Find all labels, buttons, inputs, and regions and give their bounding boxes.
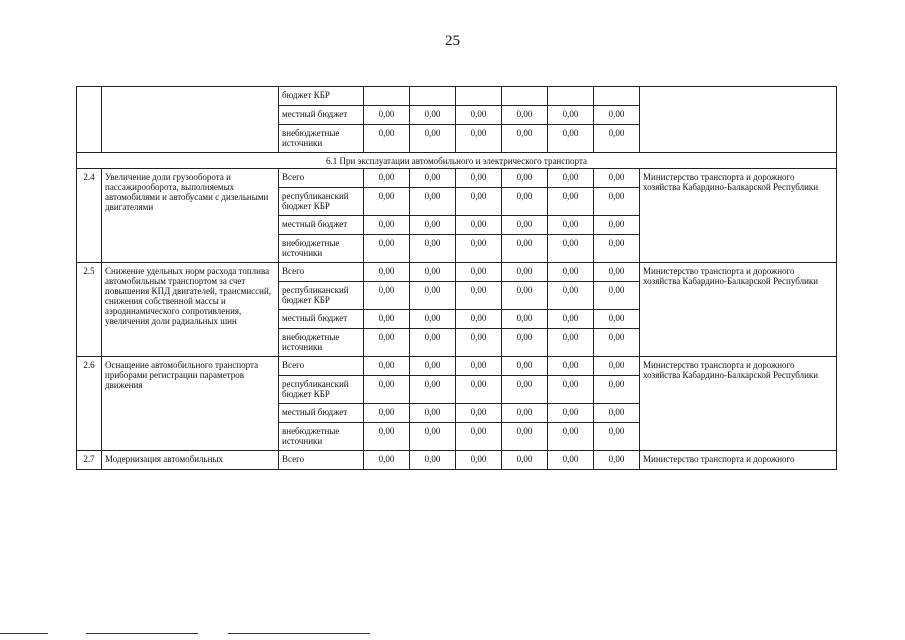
value-cell: 0,00 xyxy=(410,357,456,376)
value-cell: 0,00 xyxy=(548,106,594,125)
funding-source-cell: внебюджетные источники xyxy=(279,125,364,153)
value-cell: 0,00 xyxy=(410,235,456,263)
value-cell: 0,00 xyxy=(364,216,410,235)
value-cell: 0,00 xyxy=(594,357,640,376)
measure-number: 2.4 xyxy=(77,169,102,263)
value-cell xyxy=(364,87,410,106)
value-cell: 0,00 xyxy=(410,169,456,188)
value-cell: 0,00 xyxy=(594,282,640,310)
measure-title: Снижение удельных норм расхода топлива автомобильным транспортом за счет повышения КПД двигателей, трансмиссий, снижения собственной массы и аэродинамического сопротивления, увеличения доли радиальных шин xyxy=(102,263,279,357)
value-cell xyxy=(594,87,640,106)
footer-rule-right xyxy=(228,633,370,634)
executor-cell: Министерство транспорта и дорожного хозяйства Кабардино-Балкарской Республики xyxy=(640,169,837,263)
value-cell: 0,00 xyxy=(548,169,594,188)
program-measures-table xyxy=(76,86,837,470)
funding-source-cell: местный бюджет xyxy=(279,106,364,125)
table-row xyxy=(77,87,837,106)
value-cell: 0,00 xyxy=(594,106,640,125)
funding-source-cell: Всего xyxy=(279,169,364,188)
table-row xyxy=(77,357,837,376)
value-cell: 0,00 xyxy=(502,357,548,376)
value-cell: 0,00 xyxy=(364,282,410,310)
value-cell: 0,00 xyxy=(364,125,410,153)
value-cell: 0,00 xyxy=(410,106,456,125)
value-cell: 0,00 xyxy=(548,376,594,404)
page-number: 25 xyxy=(445,33,460,49)
value-cell: 0,00 xyxy=(594,235,640,263)
value-cell: 0,00 xyxy=(456,329,502,357)
funding-source-cell: Всего xyxy=(279,357,364,376)
value-cell: 0,00 xyxy=(548,216,594,235)
value-cell: 0,00 xyxy=(410,216,456,235)
funding-source-cell: бюджет КБР xyxy=(279,87,364,106)
funding-source-cell: внебюджетные источники xyxy=(279,329,364,357)
value-cell: 0,00 xyxy=(548,263,594,282)
measure-number: 2.6 xyxy=(77,357,102,451)
value-cell: 0,00 xyxy=(548,451,594,470)
measure-title-cell xyxy=(102,87,279,153)
value-cell: 0,00 xyxy=(456,169,502,188)
value-cell: 0,00 xyxy=(456,216,502,235)
executor-cell xyxy=(640,87,837,153)
value-cell: 0,00 xyxy=(410,188,456,216)
section-heading-row xyxy=(77,153,837,169)
value-cell: 0,00 xyxy=(364,451,410,470)
value-cell: 0,00 xyxy=(364,263,410,282)
value-cell: 0,00 xyxy=(502,404,548,423)
table-row xyxy=(77,451,837,470)
value-cell: 0,00 xyxy=(456,310,502,329)
value-cell: 0,00 xyxy=(594,329,640,357)
value-cell xyxy=(456,87,502,106)
value-cell: 0,00 xyxy=(548,404,594,423)
funding-source-cell: местный бюджет xyxy=(279,310,364,329)
value-cell: 0,00 xyxy=(410,423,456,451)
value-cell: 0,00 xyxy=(456,263,502,282)
value-cell xyxy=(502,87,548,106)
value-cell: 0,00 xyxy=(364,404,410,423)
value-cell: 0,00 xyxy=(410,125,456,153)
value-cell: 0,00 xyxy=(410,310,456,329)
value-cell: 0,00 xyxy=(456,188,502,216)
value-cell: 0,00 xyxy=(364,106,410,125)
executor-cell: Министерство транспорта и дорожного хозяйства Кабардино-Балкарской Республики xyxy=(640,263,837,357)
value-cell: 0,00 xyxy=(364,235,410,263)
value-cell: 0,00 xyxy=(502,376,548,404)
value-cell: 0,00 xyxy=(594,451,640,470)
value-cell: 0,00 xyxy=(548,282,594,310)
value-cell: 0,00 xyxy=(594,376,640,404)
executor-cell: Министерство транспорта и дорожного хозяйства Кабардино-Балкарской Республики xyxy=(640,357,837,451)
value-cell: 0,00 xyxy=(364,376,410,404)
value-cell: 0,00 xyxy=(456,125,502,153)
value-cell: 0,00 xyxy=(456,376,502,404)
value-cell: 0,00 xyxy=(502,216,548,235)
value-cell: 0,00 xyxy=(456,357,502,376)
value-cell: 0,00 xyxy=(502,310,548,329)
value-cell: 0,00 xyxy=(364,423,410,451)
value-cell: 0,00 xyxy=(502,188,548,216)
value-cell: 0,00 xyxy=(456,282,502,310)
table-row xyxy=(77,263,837,282)
footer-rule-left xyxy=(0,633,48,634)
value-cell: 0,00 xyxy=(502,451,548,470)
value-cell: 0,00 xyxy=(456,235,502,263)
value-cell: 0,00 xyxy=(502,235,548,263)
value-cell: 0,00 xyxy=(456,451,502,470)
value-cell: 0,00 xyxy=(548,188,594,216)
value-cell: 0,00 xyxy=(364,310,410,329)
funding-source-cell: местный бюджет xyxy=(279,216,364,235)
funding-source-cell: республиканский бюджет КБР xyxy=(279,188,364,216)
funding-source-cell: республиканский бюджет КБР xyxy=(279,282,364,310)
value-cell: 0,00 xyxy=(548,125,594,153)
value-cell: 0,00 xyxy=(456,106,502,125)
value-cell: 0,00 xyxy=(594,125,640,153)
table-body xyxy=(77,87,837,470)
value-cell: 0,00 xyxy=(548,357,594,376)
value-cell xyxy=(548,87,594,106)
value-cell: 0,00 xyxy=(502,106,548,125)
value-cell: 0,00 xyxy=(502,423,548,451)
measure-number-cell xyxy=(77,87,102,153)
value-cell: 0,00 xyxy=(594,169,640,188)
value-cell: 0,00 xyxy=(548,329,594,357)
value-cell: 0,00 xyxy=(594,310,640,329)
table-row xyxy=(77,169,837,188)
value-cell: 0,00 xyxy=(594,188,640,216)
section-heading: 6.1 При эксплуатации автомобильного и электрического транспорта xyxy=(77,153,837,169)
value-cell: 0,00 xyxy=(502,125,548,153)
funding-source-cell: Всего xyxy=(279,451,364,470)
value-cell: 0,00 xyxy=(410,282,456,310)
funding-source-cell: внебюджетные источники xyxy=(279,235,364,263)
funding-source-cell: местный бюджет xyxy=(279,404,364,423)
value-cell: 0,00 xyxy=(502,329,548,357)
funding-source-cell: внебюджетные источники xyxy=(279,423,364,451)
measure-title: Увеличение доли грузооборота и пассажирооборота, выполняемых автомобилями и автобусами с дизельными двигателями xyxy=(102,169,279,263)
value-cell: 0,00 xyxy=(456,423,502,451)
footer-rule-middle xyxy=(86,633,198,634)
value-cell: 0,00 xyxy=(548,310,594,329)
value-cell: 0,00 xyxy=(594,404,640,423)
funding-source-cell: республиканский бюджет КБР xyxy=(279,376,364,404)
value-cell: 0,00 xyxy=(594,263,640,282)
value-cell: 0,00 xyxy=(410,404,456,423)
value-cell: 0,00 xyxy=(364,169,410,188)
measure-number: 2.7 xyxy=(77,451,102,470)
value-cell: 0,00 xyxy=(594,216,640,235)
measure-number: 2.5 xyxy=(77,263,102,357)
value-cell: 0,00 xyxy=(364,357,410,376)
value-cell: 0,00 xyxy=(456,404,502,423)
value-cell: 0,00 xyxy=(410,329,456,357)
value-cell: 0,00 xyxy=(548,235,594,263)
value-cell: 0,00 xyxy=(502,263,548,282)
value-cell: 0,00 xyxy=(410,451,456,470)
measure-title: Модернизация автомобильных xyxy=(102,451,279,470)
value-cell: 0,00 xyxy=(410,376,456,404)
value-cell: 0,00 xyxy=(410,263,456,282)
value-cell: 0,00 xyxy=(364,329,410,357)
value-cell: 0,00 xyxy=(594,423,640,451)
funding-source-cell: Всего xyxy=(279,263,364,282)
value-cell: 0,00 xyxy=(364,188,410,216)
value-cell xyxy=(410,87,456,106)
value-cell: 0,00 xyxy=(502,169,548,188)
value-cell: 0,00 xyxy=(548,423,594,451)
measure-title: Оснащение автомобильного транспорта приборами регистрации параметров движения xyxy=(102,357,279,451)
executor-cell: Министерство транспорта и дорожного xyxy=(640,451,837,470)
value-cell: 0,00 xyxy=(502,282,548,310)
